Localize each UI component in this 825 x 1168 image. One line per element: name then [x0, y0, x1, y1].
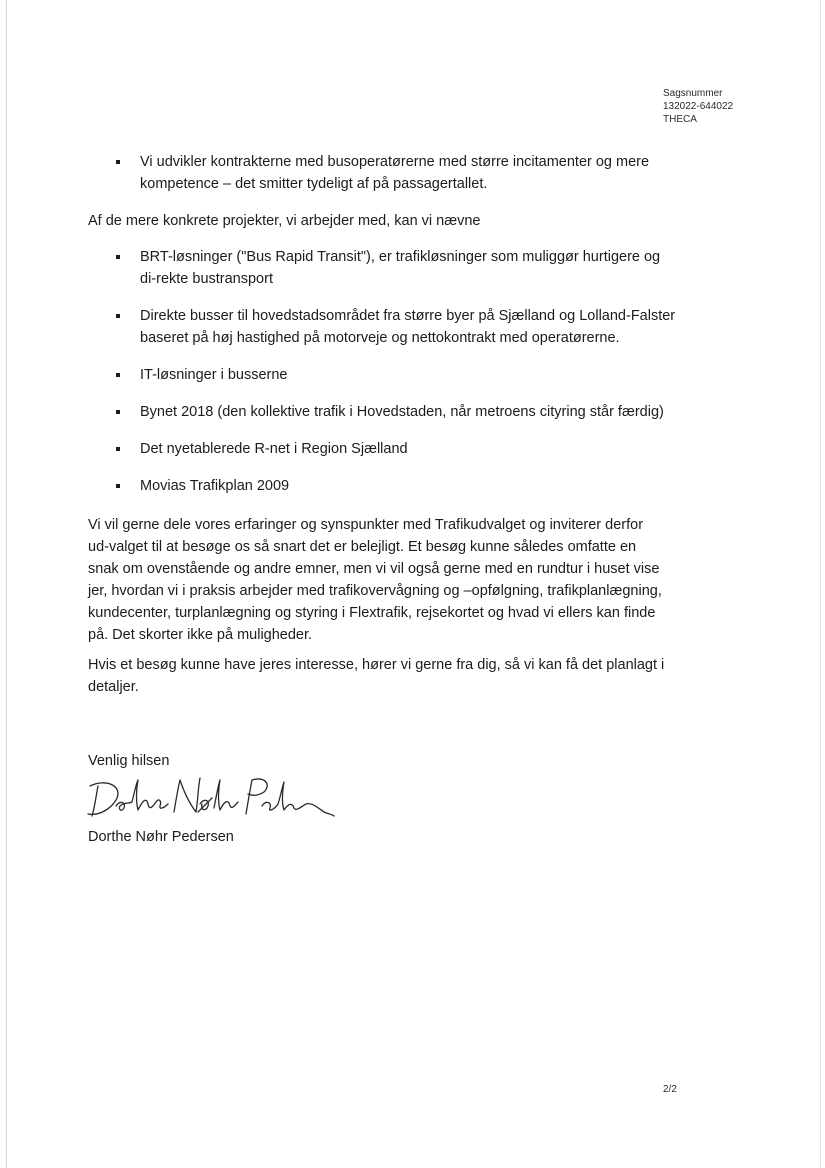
bullet-marker [116, 410, 120, 414]
page-edge-left [6, 0, 7, 1168]
list-item [88, 401, 678, 423]
bullet-marker [116, 314, 120, 318]
body-paragraph-interest: Hvis et besøg kunne have jeres interesse, hører vi gerne fra dig, så vi kan få det planlagt i detaljer. [88, 657, 665, 695]
bullet-text: IT-løsninger i busserne [140, 367, 288, 383]
page-number: 2/2 [663, 1084, 677, 1095]
case-reference-block [663, 87, 733, 126]
bullet-text: Det nyetablerede R-net i Region Sjælland [140, 441, 408, 457]
case-number: 132022-644022 [663, 101, 734, 112]
body-paragraph-invitation: Vi vil gerne dele vores erfaringer og synspunkter med Trafikudvalget og inviterer derfor ud-valget til at besøge os så snart det er belejligt. Et besøg kunne således omfatte en snak om ovenstående og andre emner, men vi vil også gerne med en rundtur i huset vise jer, hvordan vi i praksis arbejder med trafikovervågning og –opfølgning, trafikplanlægning, kundecenter, turplanlægning og styring i Flextrafik, rejsekortet og hvad vi ellers kan finde på. Det skorter ikke på muligheder. [88, 517, 662, 643]
signer-name: Dorthe Nøhr Pedersen [88, 829, 234, 845]
bullet-text: BRT-løsninger ("Bus Rapid Transit"), er trafikløsninger som muliggør hurtigere og di-rekte bustransport [140, 249, 661, 287]
list-item [88, 438, 678, 460]
bullet-marker [116, 484, 120, 488]
list-item [88, 151, 678, 195]
closing-salutation: Venlig hilsen [88, 753, 170, 769]
bullet-text: Vi udvikler kontrakterne med busoperatørerne med større incitamenter og mere kompetence – det smitter tydeligt af på passagertallet. [140, 154, 650, 192]
bullet-marker [116, 373, 120, 377]
handwritten-signature [86, 772, 336, 828]
page-edge-right [820, 0, 821, 1168]
bullet-marker [116, 160, 120, 164]
bullet-text: Bynet 2018 (den kollektive trafik i Hovedstaden, når metroens cityring står færdig) [140, 404, 664, 420]
intro-paragraph: Af de mere konkrete projekter, vi arbejder med, kan vi nævne [88, 213, 481, 229]
list-item [88, 364, 678, 386]
bullet-list-top [88, 151, 678, 195]
list-item [88, 305, 678, 349]
bullet-text: Direkte busser til hovedstadsområdet fra større byer på Sjælland og Lolland-Falster baseret på høj hastighed på motorveje og nettokontrakt med operatørerne. [140, 308, 676, 346]
case-initials: THECA [663, 114, 697, 125]
bullet-marker [116, 255, 120, 259]
list-item [88, 246, 678, 290]
bullet-list-projects [88, 246, 678, 512]
bullet-marker [116, 447, 120, 451]
case-number-label: Sagsnummer [663, 88, 723, 99]
list-item [88, 475, 678, 497]
bullet-text: Movias Trafikplan 2009 [140, 478, 290, 494]
